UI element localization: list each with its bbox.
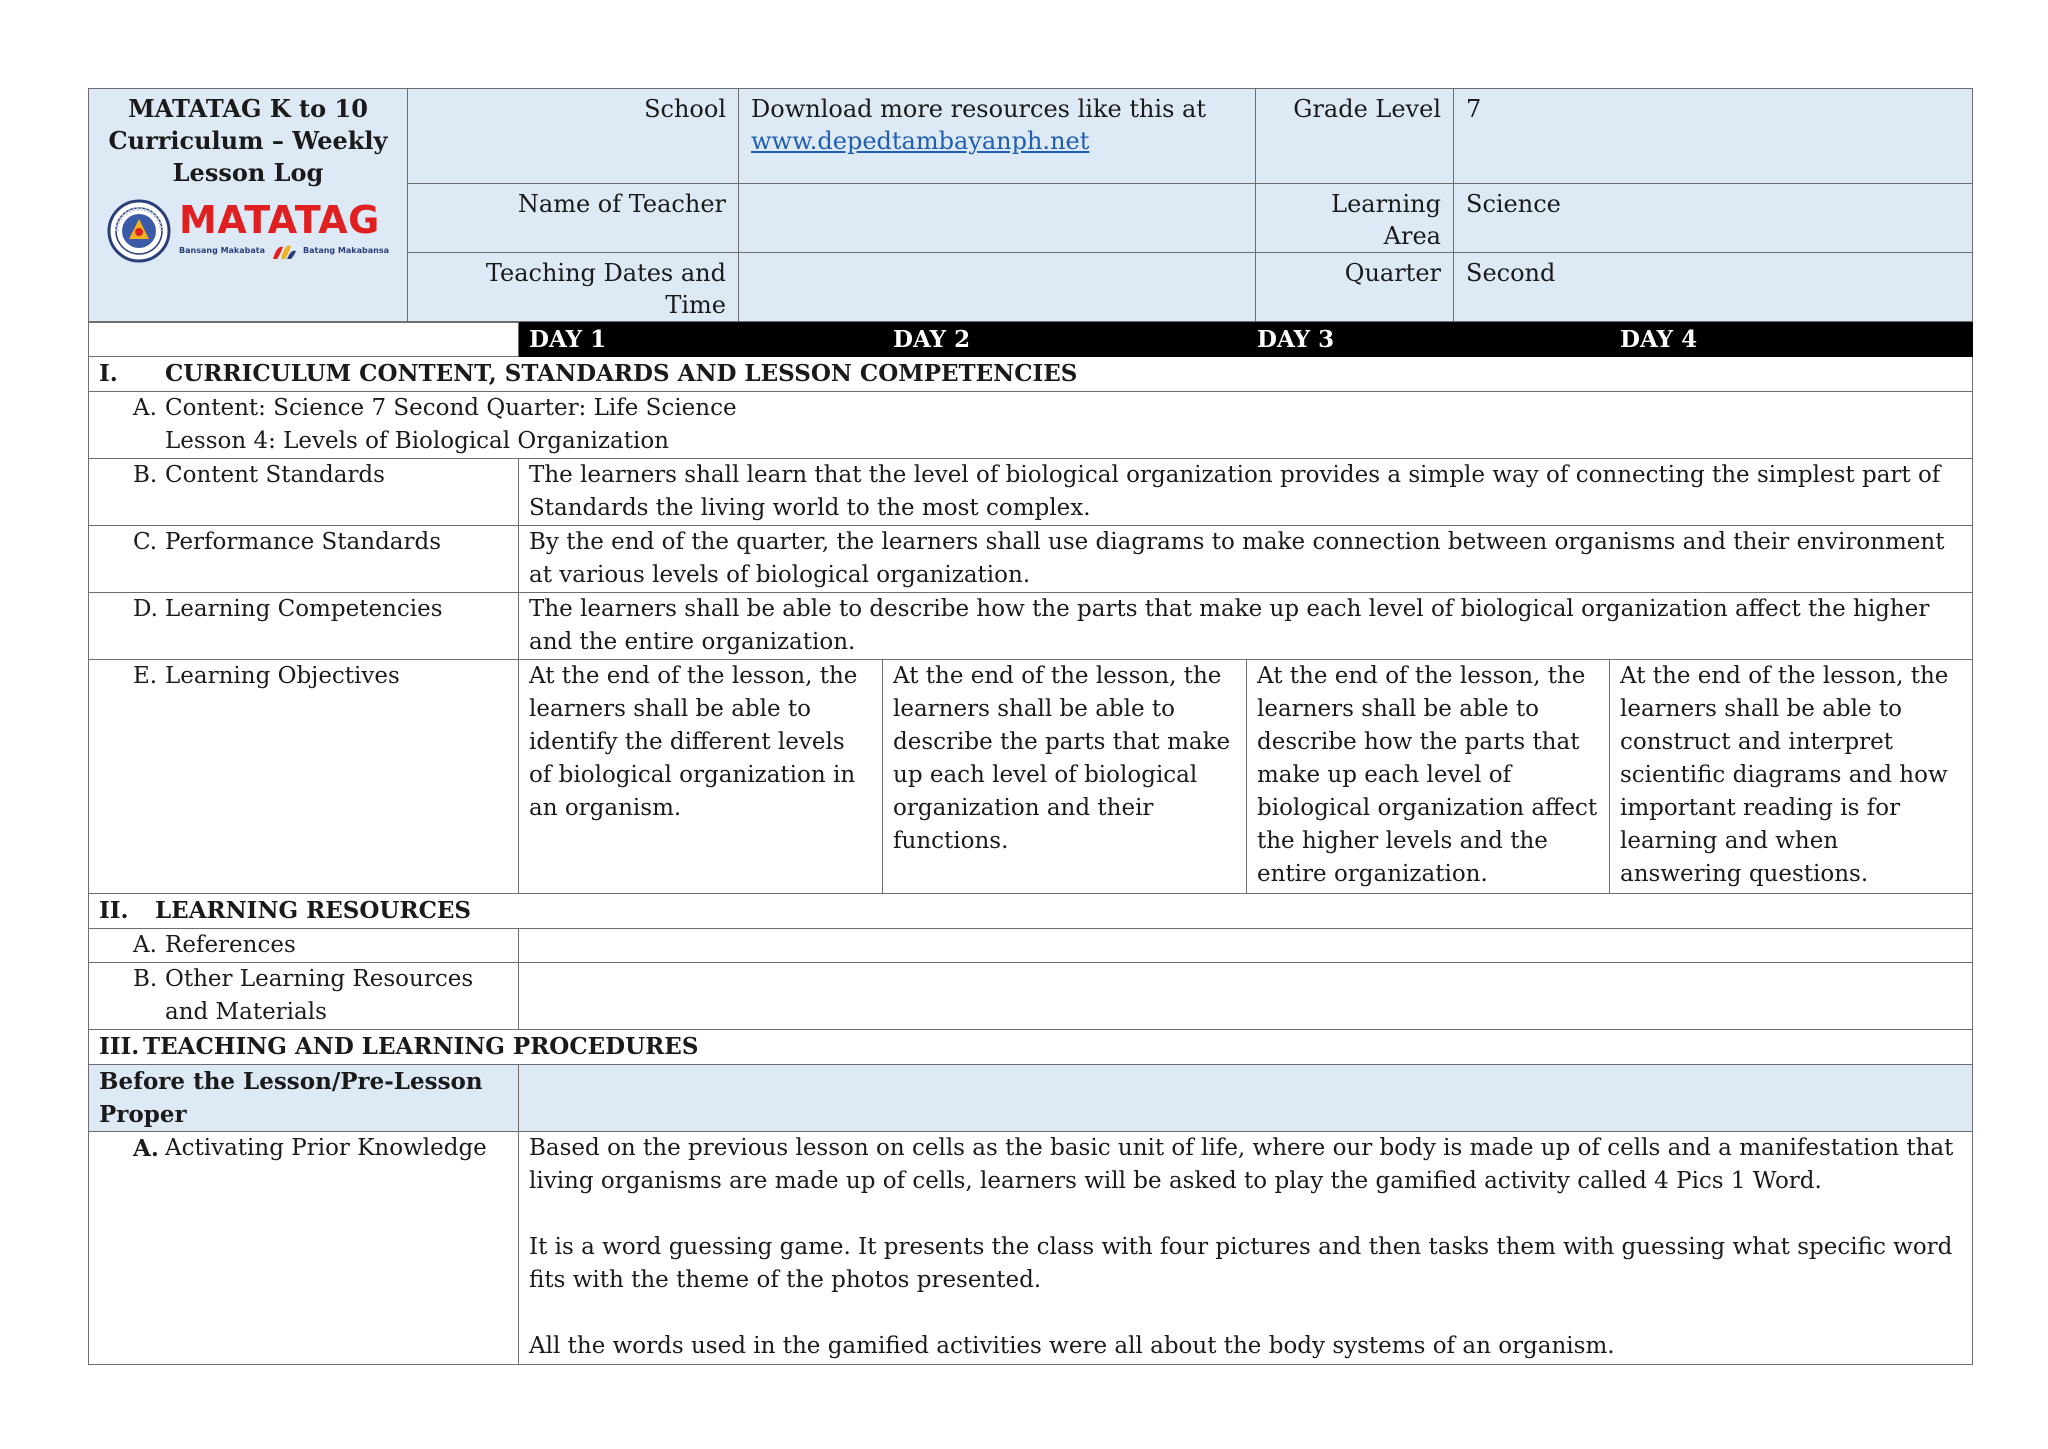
- content-standards-label-cell: [89, 459, 519, 526]
- competencies-letter: D.: [133, 596, 158, 622]
- content-standards-letter: B.: [133, 462, 158, 488]
- day-header-blank: [89, 323, 519, 357]
- objectives-label-cell: [89, 660, 519, 894]
- references-label: References: [165, 932, 296, 958]
- activating-label: Activating Prior Knowledge: [165, 1135, 487, 1161]
- section-2-heading: [89, 894, 1973, 929]
- references-value: [519, 929, 1973, 963]
- references-label-cell: [89, 929, 519, 963]
- competencies-text: The learners shall be able to describe how the parts that make up each level of biological organization affect the higher and the entire organization.: [519, 593, 1973, 660]
- references-letter: A.: [133, 932, 157, 958]
- performance-standards-label-cell: [89, 526, 519, 593]
- teacher-label: Name of Teacher: [408, 184, 739, 253]
- dates-label: Teaching Dates and Time: [408, 253, 739, 322]
- school-value: [739, 89, 1256, 184]
- content-line-2: Lesson 4: Levels of Biological Organization: [165, 428, 669, 454]
- section-1-heading: [89, 357, 1973, 392]
- content-row: [89, 392, 1973, 459]
- day-header-3: DAY 3: [1247, 323, 1610, 357]
- section-3-heading: [89, 1030, 1973, 1065]
- before-lesson-value: [519, 1065, 1973, 1132]
- section-2-numeral: II.: [99, 897, 129, 924]
- learning-area-value: Science: [1454, 184, 1973, 253]
- content-line-1: Content: Science 7 Second Quarter: Life Science: [165, 395, 737, 421]
- children-figures-icon: [271, 241, 297, 261]
- title-cell: [89, 89, 408, 322]
- lesson-log-table: [88, 322, 1973, 1365]
- other-resources-label: Other Learning Resources and Materials: [165, 966, 474, 1025]
- section-3-title: TEACHING AND LEARNING PROCEDURES: [143, 1033, 699, 1060]
- matatag-logo: [101, 199, 395, 263]
- before-lesson-label: Before the Lesson/Pre-Lesson Proper: [89, 1065, 519, 1132]
- resources-link[interactable]: www.depedtambayanph.net: [751, 127, 1090, 155]
- content-standards-label: Content Standards: [165, 462, 385, 488]
- section-1-numeral: I.: [99, 360, 118, 387]
- objective-day-1: At the end of the lesson, the learners shall be able to identify the different levels of biological organization in an organism.: [519, 660, 883, 894]
- grade-level-label: Grade Level: [1256, 89, 1454, 184]
- day-header-2: DAY 2: [883, 323, 1247, 357]
- school-label: School: [408, 89, 739, 184]
- deped-seal-icon: [107, 199, 171, 263]
- competencies-label-cell: [89, 593, 519, 660]
- section-3-numeral: III.: [99, 1033, 140, 1060]
- activating-text: [519, 1132, 1973, 1365]
- lesson-log-title: MATATAG K to 10 Curriculum – Weekly Lesson Log: [108, 94, 388, 187]
- activating-paragraph-1: Based on the previous lesson on cells as the basic unit of life, where our body is made up of cells and a manifestation that living organisms are made up of cells, learners will be asked to play the gamified activity called 4 Pics 1 Word.: [529, 1135, 1954, 1194]
- day-header-4: DAY 4: [1610, 323, 1973, 357]
- logo-tagline-left: Bansang Makabata: [179, 246, 265, 255]
- activating-label-cell: [89, 1132, 519, 1365]
- section-2-title: LEARNING RESOURCES: [155, 897, 472, 924]
- school-value-text: Download more resources like this at: [751, 95, 1206, 123]
- objective-day-4: At the end of the lesson, the learners shall be able to construct and interpret scientific diagrams and how important reading is for learning and when answering questions.: [1610, 660, 1973, 894]
- day-header-1: DAY 1: [519, 323, 883, 357]
- teacher-value: [739, 184, 1256, 253]
- activating-paragraph-3: All the words used in the gamified activities were all about the body systems of an organism.: [529, 1333, 1615, 1359]
- competencies-label: Learning Competencies: [165, 596, 443, 622]
- objective-day-3: At the end of the lesson, the learners shall be able to describe how the parts that make up each level of biological organization affect the higher levels and the entire organization.: [1247, 660, 1610, 894]
- other-resources-label-cell: [89, 963, 519, 1030]
- other-resources-value: [519, 963, 1973, 1030]
- section-1-title: CURRICULUM CONTENT, STANDARDS AND LESSON COMPETENCIES: [165, 360, 1078, 387]
- grade-level-value: 7: [1454, 89, 1973, 184]
- dates-value: [739, 253, 1256, 322]
- logo-tagline-right: Batang Makabansa: [303, 246, 389, 255]
- other-resources-letter: B.: [133, 966, 158, 992]
- performance-standards-label: Performance Standards: [165, 529, 442, 555]
- objectives-label: Learning Objectives: [165, 663, 400, 689]
- header-table: [88, 88, 1973, 322]
- quarter-value: Second: [1454, 253, 1973, 322]
- quarter-label: Quarter: [1256, 253, 1454, 322]
- objective-day-2: At the end of the lesson, the learners shall be able to describe the parts that make up each level of biological organization and their functions.: [883, 660, 1247, 894]
- logo-wordmark: MATATAG: [179, 198, 380, 242]
- performance-standards-letter: C.: [133, 529, 158, 555]
- content-standards-text: The learners shall learn that the level of biological organization provides a simple way of connecting the simplest part of Standards the living world to the most complex.: [519, 459, 1973, 526]
- performance-standards-text: By the end of the quarter, the learners shall use diagrams to make connection between organisms and their environment at various levels of biological organization.: [519, 526, 1973, 593]
- content-letter: A.: [133, 395, 157, 421]
- objectives-letter: E.: [133, 663, 158, 689]
- activating-paragraph-2: It is a word guessing game. It presents the class with four pictures and then tasks them with guessing what specific word fits with the theme of the photos presented.: [529, 1234, 1953, 1293]
- activating-letter: A.: [133, 1135, 159, 1162]
- learning-area-label: Learning Area: [1256, 184, 1454, 253]
